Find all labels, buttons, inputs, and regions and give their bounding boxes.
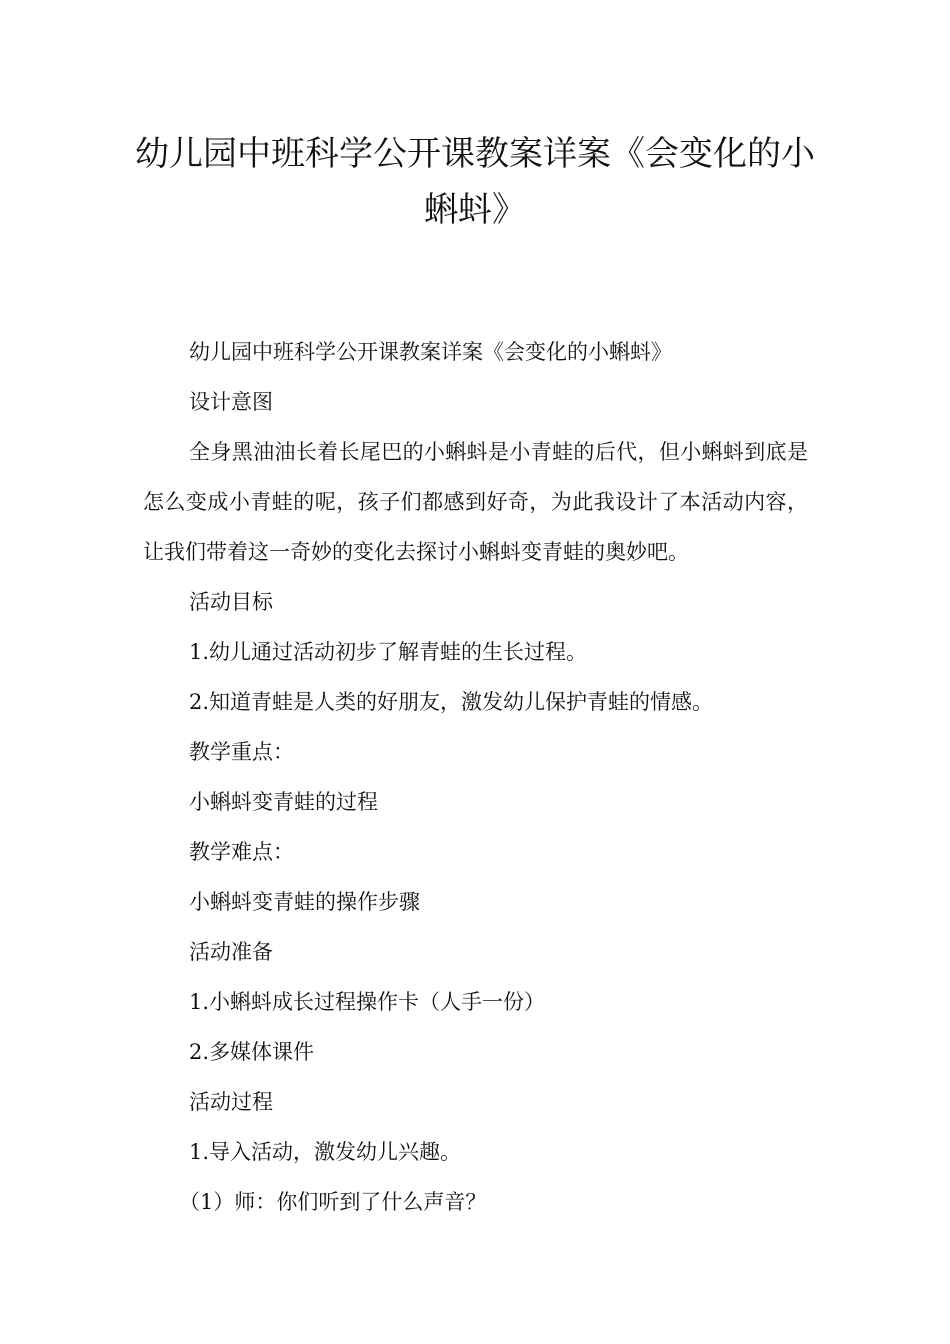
section-heading-goals: 活动目标: [189, 590, 273, 614]
paragraph-subtitle: 幼儿园中班科学公开课教案详案《会变化的小蝌蚪》: [189, 340, 672, 364]
section-heading-design-intent: 设计意图: [189, 390, 273, 414]
document-title: 幼儿园中班科学公开课教案详案《会变化的小蝌蚪》: [135, 134, 815, 230]
list-item-goal-1: 1.幼儿通过活动初步了解青蛙的生长过程。: [189, 640, 588, 664]
list-item-preparation-1: 1.小蝌蚪成长过程操作卡（人手一份）: [189, 990, 546, 1014]
section-heading-process: 活动过程: [189, 1090, 273, 1114]
list-item-preparation-2: 2.多媒体课件: [189, 1040, 315, 1064]
list-item-process-1: 1.导入活动，激发幼儿兴趣。: [189, 1140, 462, 1164]
paragraph-key-points: 小蝌蚪变青蛙的过程: [189, 790, 378, 814]
list-item-goal-2: 2.知道青蛙是人类的好朋友，激发幼儿保护青蛙的情感。: [189, 690, 714, 714]
section-heading-difficulties: 教学难点：: [189, 840, 294, 864]
section-heading-preparation: 活动准备: [189, 940, 273, 964]
section-heading-key-points: 教学重点：: [189, 740, 294, 764]
paragraph-difficulties: 小蝌蚪变青蛙的操作步骤: [189, 890, 420, 914]
paragraph-design-intent: 全身黑油油长着长尾巴的小蝌蚪是小青蛙的后代，但小蝌蚪到底是怎么变成小青蛙的呢，孩子们都感到好奇，为此我设计了本活动内容，让我们带着这一奇妙的变化去探讨小蝌蚪变青蛙的奥妙吧。: [143, 440, 808, 564]
document-body: [143, 327, 808, 1227]
list-item-process-1-1: （1）师：你们听到了什么声音？: [179, 1190, 487, 1214]
